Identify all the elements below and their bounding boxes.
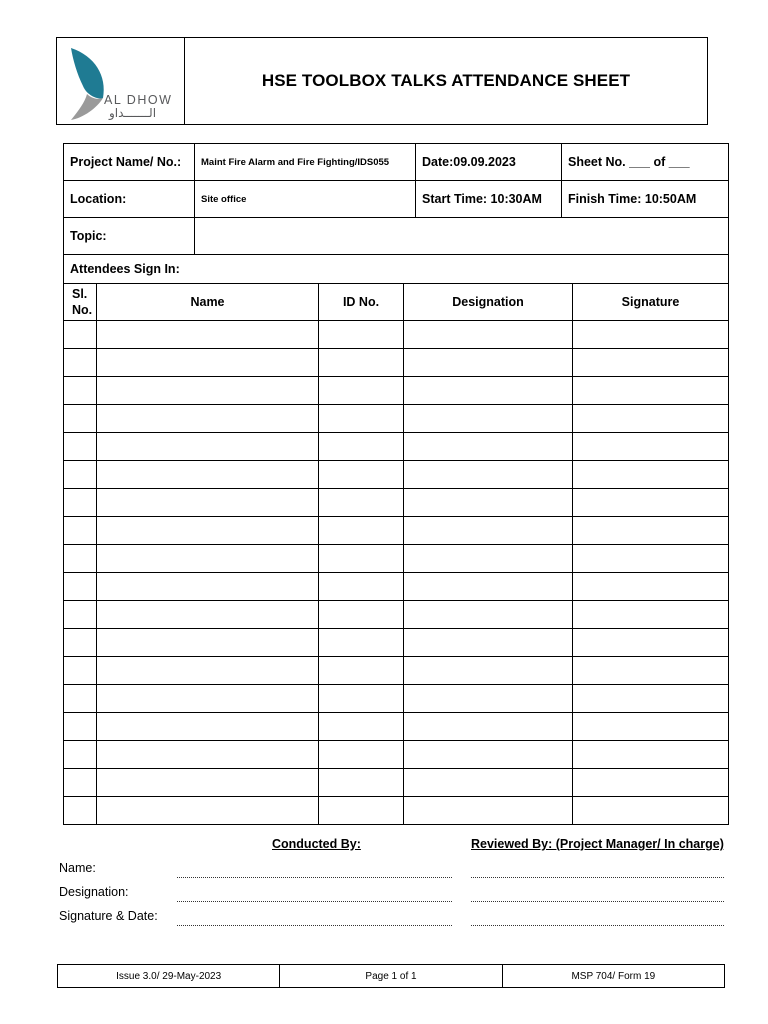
signature-cell[interactable] xyxy=(573,461,729,489)
name-label: Name: xyxy=(59,861,96,875)
footer-issue: Issue 3.0/ 29-May-2023 xyxy=(58,965,280,988)
signature-cell[interactable] xyxy=(573,769,729,797)
sheet-number-field[interactable]: Sheet No. ___ of ___ xyxy=(562,144,729,181)
project-name-value[interactable]: Maint Fire Alarm and Fire Fighting/IDS055 xyxy=(195,144,416,181)
id-cell[interactable] xyxy=(319,349,404,377)
logo-text-arabic: الـــــــداو xyxy=(109,106,157,120)
project-row xyxy=(64,144,729,181)
attendee-row xyxy=(64,629,729,657)
attendee-row xyxy=(64,769,729,797)
designation-cell[interactable] xyxy=(404,769,573,797)
sl-no-cell[interactable] xyxy=(64,489,97,517)
conducted-by-heading: Conducted By: xyxy=(272,837,361,851)
signature-cell[interactable] xyxy=(573,685,729,713)
id-cell[interactable] xyxy=(319,461,404,489)
sl-no-cell[interactable] xyxy=(64,769,97,797)
attendees-heading-row xyxy=(64,255,729,284)
project-name-label: Project Name/ No.: xyxy=(64,144,195,181)
designation-cell[interactable] xyxy=(404,377,573,405)
id-cell[interactable] xyxy=(319,573,404,601)
document-header xyxy=(56,37,708,125)
id-cell[interactable] xyxy=(319,657,404,685)
column-header-id: ID No. xyxy=(319,284,404,321)
sl-no-cell[interactable] xyxy=(64,405,97,433)
attendee-row xyxy=(64,685,729,713)
designation-cell[interactable] xyxy=(404,657,573,685)
reviewed-by-heading: Reviewed By: (Project Manager/ In charge) xyxy=(471,837,724,851)
start-time-field[interactable]: Start Time: 10:30AM xyxy=(416,181,562,218)
reviewed-by-name-line[interactable] xyxy=(471,877,724,878)
footer-form-number: MSP 704/ Form 19 xyxy=(502,965,724,988)
name-cell[interactable] xyxy=(97,405,319,433)
signature-cell[interactable] xyxy=(573,573,729,601)
designation-cell[interactable] xyxy=(404,405,573,433)
signature-cell[interactable] xyxy=(573,545,729,573)
column-header-name: Name xyxy=(97,284,319,321)
location-label: Location: xyxy=(64,181,195,218)
conducted-by-signature-line[interactable] xyxy=(177,925,452,926)
name-cell[interactable] xyxy=(97,797,319,825)
attendee-row xyxy=(64,405,729,433)
document-footer xyxy=(57,964,725,988)
date-field[interactable]: Date:09.09.2023 xyxy=(416,144,562,181)
attendee-row xyxy=(64,573,729,601)
designation-cell[interactable] xyxy=(404,349,573,377)
signature-cell[interactable] xyxy=(573,405,729,433)
designation-cell[interactable] xyxy=(404,545,573,573)
attendee-row xyxy=(64,517,729,545)
sl-no-line2: No. xyxy=(72,303,93,317)
signature-cell[interactable] xyxy=(573,321,729,349)
name-cell[interactable] xyxy=(97,769,319,797)
name-cell[interactable] xyxy=(97,517,319,545)
location-value[interactable]: Site office xyxy=(195,181,416,218)
project-info-table xyxy=(63,143,729,255)
sl-no-cell[interactable] xyxy=(64,517,97,545)
designation-cell[interactable] xyxy=(404,713,573,741)
sl-no-cell[interactable] xyxy=(64,629,97,657)
id-cell[interactable] xyxy=(319,433,404,461)
id-cell[interactable] xyxy=(319,713,404,741)
attendee-row xyxy=(64,461,729,489)
designation-cell[interactable] xyxy=(404,601,573,629)
signature-cell[interactable] xyxy=(573,741,729,769)
sl-no-cell[interactable] xyxy=(64,573,97,601)
designation-cell[interactable] xyxy=(404,573,573,601)
id-cell[interactable] xyxy=(319,741,404,769)
designation-cell[interactable] xyxy=(404,629,573,657)
name-cell[interactable] xyxy=(97,321,319,349)
signature-cell[interactable] xyxy=(573,377,729,405)
signature-cell[interactable] xyxy=(573,713,729,741)
signature-date-label: Signature & Date: xyxy=(59,909,158,923)
name-cell[interactable] xyxy=(97,573,319,601)
column-header-designation: Designation xyxy=(404,284,573,321)
name-cell[interactable] xyxy=(97,545,319,573)
name-cell[interactable] xyxy=(97,685,319,713)
attendees-column-header-row xyxy=(64,284,729,321)
signature-cell[interactable] xyxy=(573,657,729,685)
conducted-by-name-line[interactable] xyxy=(177,877,452,878)
designation-cell[interactable] xyxy=(404,685,573,713)
name-cell[interactable] xyxy=(97,461,319,489)
signature-cell[interactable] xyxy=(573,517,729,545)
footer-page: Page 1 of 1 xyxy=(280,965,502,988)
signature-cell[interactable] xyxy=(573,349,729,377)
id-cell[interactable] xyxy=(319,517,404,545)
id-cell[interactable] xyxy=(319,797,404,825)
document-title: HSE TOOLBOX TALKS ATTENDANCE SHEET xyxy=(261,71,631,90)
signature-cell[interactable] xyxy=(573,489,729,517)
attendee-row xyxy=(64,657,729,685)
sl-no-cell[interactable] xyxy=(64,321,97,349)
column-header-sl-no xyxy=(64,284,97,321)
reviewed-by-designation-line[interactable] xyxy=(471,901,724,902)
name-cell[interactable] xyxy=(97,629,319,657)
column-header-signature: Signature xyxy=(573,284,729,321)
sl-no-cell[interactable] xyxy=(64,685,97,713)
id-cell[interactable] xyxy=(319,405,404,433)
designation-cell[interactable] xyxy=(404,489,573,517)
topic-value[interactable] xyxy=(195,218,729,255)
designation-cell[interactable] xyxy=(404,461,573,489)
designation-cell[interactable] xyxy=(404,797,573,825)
attendee-row xyxy=(64,545,729,573)
designation-cell[interactable] xyxy=(404,517,573,545)
attendees-heading: Attendees Sign In: xyxy=(64,255,729,284)
sl-no-cell[interactable] xyxy=(64,657,97,685)
id-cell[interactable] xyxy=(319,489,404,517)
id-cell[interactable] xyxy=(319,377,404,405)
sl-no-cell[interactable] xyxy=(64,461,97,489)
name-cell[interactable] xyxy=(97,713,319,741)
signature-cell[interactable] xyxy=(573,601,729,629)
name-cell[interactable] xyxy=(97,349,319,377)
logo-cell xyxy=(57,38,185,124)
conducted-by-designation-line[interactable] xyxy=(177,901,452,902)
designation-label: Designation: xyxy=(59,885,129,899)
sl-no-cell[interactable] xyxy=(64,713,97,741)
attendee-row xyxy=(64,489,729,517)
name-cell[interactable] xyxy=(97,489,319,517)
designation-cell[interactable] xyxy=(404,741,573,769)
name-cell[interactable] xyxy=(97,741,319,769)
name-cell[interactable] xyxy=(97,601,319,629)
attendee-row xyxy=(64,377,729,405)
id-cell[interactable] xyxy=(319,629,404,657)
sl-no-cell[interactable] xyxy=(64,741,97,769)
attendee-row xyxy=(64,349,729,377)
id-cell[interactable] xyxy=(319,685,404,713)
attendee-row xyxy=(64,741,729,769)
topic-label: Topic: xyxy=(64,218,195,255)
designation-cell[interactable] xyxy=(404,433,573,461)
attendee-rows xyxy=(64,321,729,825)
attendees-table xyxy=(63,254,729,825)
sl-no-line1: Sl. xyxy=(72,287,88,301)
id-cell[interactable] xyxy=(319,321,404,349)
sl-no-cell[interactable] xyxy=(64,601,97,629)
location-row xyxy=(64,181,729,218)
signature-cell[interactable] xyxy=(573,433,729,461)
title-cell xyxy=(185,38,707,124)
attendee-row xyxy=(64,601,729,629)
designation-cell[interactable] xyxy=(404,321,573,349)
topic-row xyxy=(64,218,729,255)
finish-time-field[interactable]: Finish Time: 10:50AM xyxy=(562,181,729,218)
id-cell[interactable] xyxy=(319,769,404,797)
attendee-row xyxy=(64,713,729,741)
logo-text-english: AL DHOW xyxy=(104,93,173,107)
sl-no-cell[interactable] xyxy=(64,377,97,405)
signature-cell[interactable] xyxy=(573,797,729,825)
name-cell[interactable] xyxy=(97,433,319,461)
sl-no-cell[interactable] xyxy=(64,545,97,573)
signature-cell[interactable] xyxy=(573,629,729,657)
sl-no-cell[interactable] xyxy=(64,433,97,461)
name-cell[interactable] xyxy=(97,657,319,685)
attendee-row xyxy=(64,433,729,461)
sl-no-cell[interactable] xyxy=(64,797,97,825)
attendee-row xyxy=(64,797,729,825)
id-cell[interactable] xyxy=(319,601,404,629)
attendee-row xyxy=(64,321,729,349)
name-cell[interactable] xyxy=(97,377,319,405)
reviewed-by-signature-line[interactable] xyxy=(471,925,724,926)
id-cell[interactable] xyxy=(319,545,404,573)
sl-no-cell[interactable] xyxy=(64,349,97,377)
